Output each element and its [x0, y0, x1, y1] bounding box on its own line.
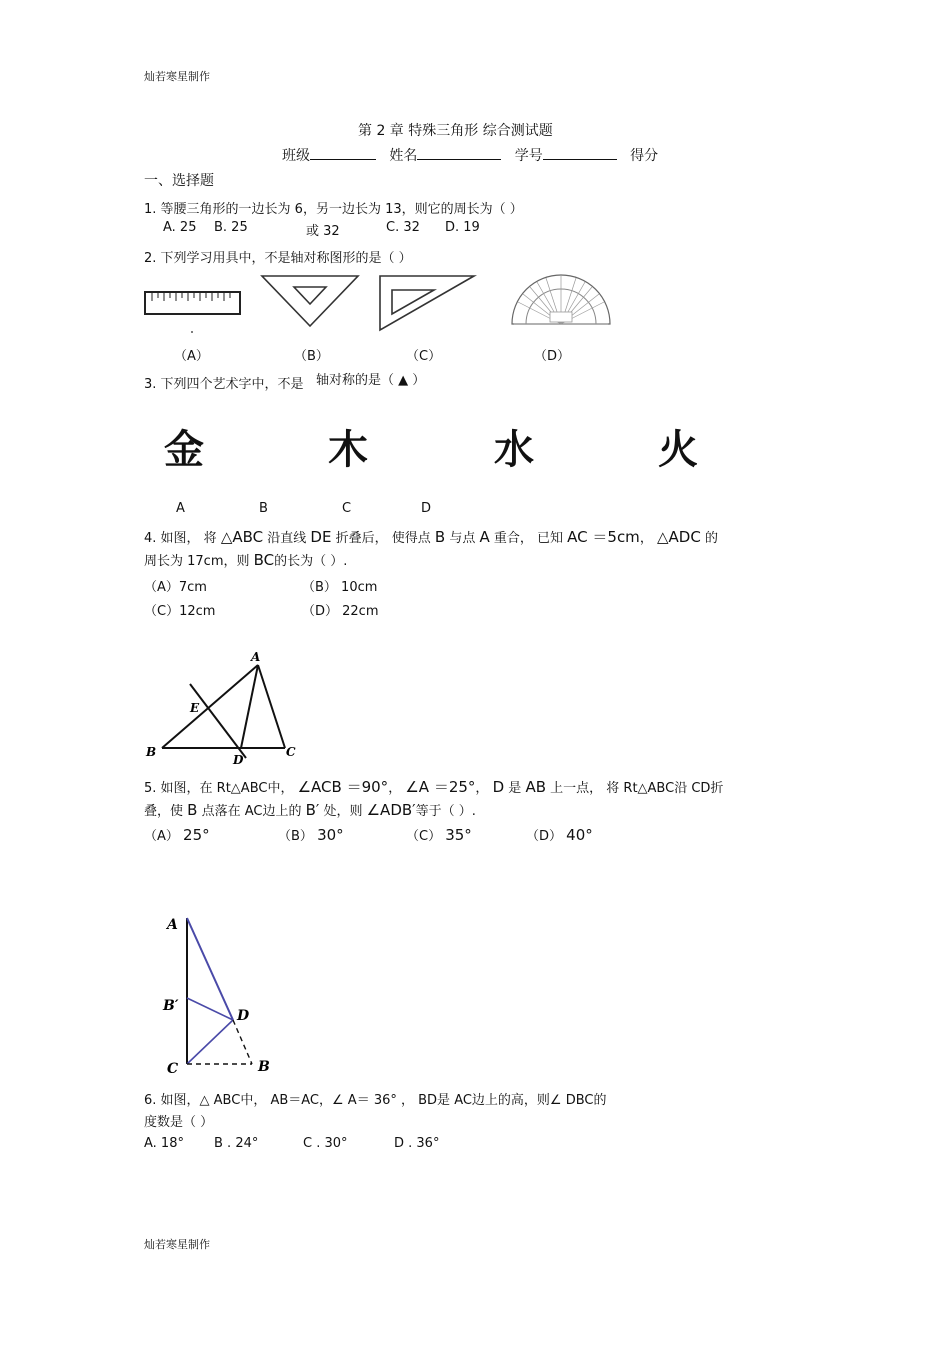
q4-text: 的: [704, 531, 718, 546]
q5-point-b: B: [187, 801, 198, 819]
q1-option-b-cont: 或 32: [306, 224, 340, 239]
q4-text: 4. 如图， 将: [144, 531, 217, 546]
class-blank[interactable]: [310, 145, 376, 160]
q5-option-c-value: 35°: [445, 826, 472, 844]
q5-text: 点落在 AC边上的: [201, 804, 302, 819]
art-char-shui: 水: [494, 427, 534, 473]
q4-text: 的长为（ ）.: [274, 554, 348, 569]
q4-line2: [144, 550, 347, 569]
protractor-figure: [510, 274, 612, 328]
q1-option-d: D. 19: [445, 220, 480, 235]
q4-de: DE: [310, 528, 332, 546]
q5-label-b: B: [258, 1059, 270, 1075]
q4-text: 与点: [449, 531, 476, 546]
q5-label-c: C: [167, 1061, 179, 1076]
q3-option-d: D: [421, 501, 432, 516]
q3-option-b: B: [259, 501, 268, 516]
q4-text: ，: [639, 531, 653, 546]
q5-text: 等于（ ）.: [415, 804, 476, 819]
q2-stem: 2. 下列学习用具中，不是轴对称图形的是（ ）: [144, 251, 412, 266]
q5-right-triangle-figure: [156, 906, 286, 1076]
q1-option-c: C. 32: [386, 220, 420, 235]
q4-label-c: C: [286, 745, 296, 759]
q6-option-c: C . 30°: [303, 1136, 348, 1151]
q4-ac: AC ＝5cm: [567, 528, 640, 546]
q4-option-c: （C）12cm: [144, 604, 216, 619]
id-label: 学号: [514, 148, 543, 164]
header-maker: 灿若寒星制作: [144, 70, 210, 83]
q5-option-d-label: （D）: [526, 829, 563, 844]
q5-text: ，: [388, 781, 402, 796]
q5-text: 5. 如图，在 Rt△ABC中，: [144, 781, 294, 796]
q3-option-a: A: [176, 501, 185, 516]
q6-option-a: A. 18°: [144, 1136, 184, 1151]
q3-stem-head: 3. 下列四个艺术字中，不是: [144, 377, 304, 392]
q1-option-a: A. 25: [163, 220, 197, 235]
q5-option-b-value: 30°: [317, 826, 344, 844]
q5-option-c-label: （C）: [406, 829, 442, 844]
q1-stem: 1. 等腰三角形的一边长为 6，另一边长为 13，则它的周长为（ ）: [144, 202, 523, 217]
name-label: 姓名: [389, 148, 418, 164]
q1-option-b: B. 25: [214, 220, 248, 235]
q4-text: 折叠后， 使得点: [335, 531, 431, 546]
q5-point-b-prime: B′: [305, 801, 320, 819]
art-char-huo: 火: [658, 427, 698, 473]
q4-label-a: A: [251, 650, 261, 664]
id-blank[interactable]: [543, 145, 617, 160]
q5-angle-acb: ∠ACB ＝90°: [297, 778, 389, 796]
q2-option-d: （D）: [534, 349, 571, 364]
art-char-jin: 金: [164, 427, 204, 473]
q5-line2: [144, 800, 476, 819]
q4-option-b: （B） 10cm: [302, 580, 378, 595]
art-char-mu: 木: [328, 427, 368, 473]
q2-option-a: （A）: [174, 349, 209, 364]
q5-point-d: D: [492, 778, 505, 796]
q5-ab: AB: [525, 778, 546, 796]
student-info: [282, 145, 658, 165]
q2-option-c: （C）: [406, 349, 442, 364]
section-heading: 一、选择题: [144, 173, 214, 189]
q4-text: 沿直线: [267, 531, 307, 546]
q5-label-a: A: [167, 917, 178, 933]
q5-option-a-value: 25°: [183, 826, 210, 844]
q5-options: [144, 825, 210, 844]
q6-option-b: B . 24°: [214, 1136, 259, 1151]
q4-triangle-symbol: △: [656, 528, 669, 546]
footer-maker: 灿若寒星制作: [144, 1238, 210, 1251]
q5-text: 上一点， 将 Rt△ABC沿 CD折: [550, 781, 724, 796]
q4-label-e: E: [190, 701, 200, 715]
q5-text: 是: [508, 781, 522, 796]
q5-line1: [144, 776, 723, 797]
q4-adc: ADC: [668, 528, 701, 546]
q4-option-a: （A）7cm: [144, 580, 207, 595]
q5-angle-adb-prime: ∠ADB′: [366, 801, 416, 819]
q4-text: 重合， 已知: [493, 531, 564, 546]
q5-option-a-label: （A）: [144, 829, 179, 844]
q4-line1: [144, 526, 718, 547]
set-square-right-figure: [378, 274, 478, 334]
q4-triangle-symbol: △: [220, 528, 233, 546]
q5-option-c: [406, 825, 472, 844]
q5-option-d-value: 40°: [566, 826, 593, 844]
q6-option-d: D . 36°: [394, 1136, 440, 1151]
q4-label-b: B: [146, 745, 157, 759]
q5-option-d: [526, 825, 593, 844]
q4-text: 周长为 17cm，则: [144, 554, 250, 569]
set-square-isosceles-figure: [260, 274, 360, 330]
q4-option-d: （D） 22cm: [302, 604, 379, 619]
q4-abc: ABC: [232, 528, 264, 546]
q5-option-b-label: （B）: [278, 829, 313, 844]
q6-line2: 度数是（ ）: [144, 1115, 214, 1130]
q3-stem: [144, 373, 425, 392]
ruler-figure: [144, 290, 242, 336]
q4-point-a: A: [479, 528, 490, 546]
q4-bc: BC: [253, 551, 275, 569]
q4-triangle-figure: [140, 640, 310, 770]
q6-line1: 6. 如图，△ ABC中， AB＝AC，∠ A＝ 36° ， BD是 AC边上的高，则∠ DBC的: [144, 1093, 607, 1108]
q5-text: 叠，使: [144, 804, 184, 819]
q5-label-b-prime: B′: [163, 998, 179, 1014]
q5-label-d: D: [237, 1008, 250, 1024]
q5-text: ，: [475, 781, 489, 796]
q5-angle-a: ∠A ＝25°: [405, 778, 476, 796]
q5-text: 处，则: [323, 804, 363, 819]
name-blank[interactable]: [417, 145, 501, 160]
q3-option-c: C: [342, 501, 352, 516]
score-label: 得分: [630, 148, 659, 164]
q4-point-b: B: [434, 528, 446, 546]
q5-option-b: [278, 825, 344, 844]
class-label: 班级: [282, 148, 310, 164]
q4-label-d: D: [233, 753, 244, 767]
q2-option-b: （B）: [294, 349, 329, 364]
page-title: 第 2 章 特殊三角形 综合测试题: [358, 123, 553, 139]
q3-stem-tail: 轴对称的是（ ▲ ）: [315, 373, 426, 388]
